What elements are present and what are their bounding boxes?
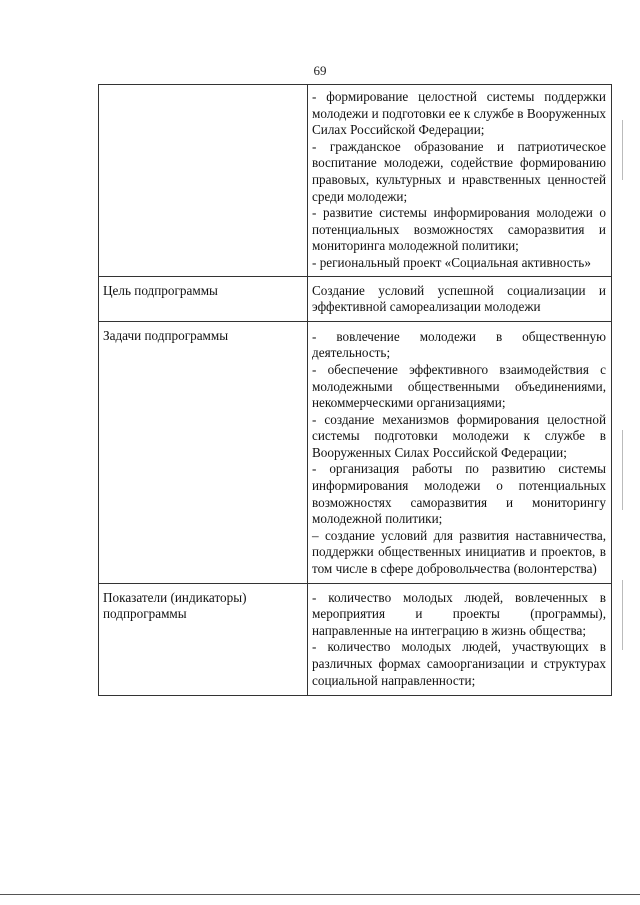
scan-artifact <box>622 580 623 650</box>
list-item: - региональный проект «Социальная активность» <box>312 254 591 270</box>
scan-artifact <box>622 430 623 510</box>
list-item: - количество молодых людей, участвующих в различных формах самоорганизации и структурах социальной направленности; <box>312 639 606 688</box>
table-row-tasks <box>99 321 612 583</box>
row-content <box>308 85 612 277</box>
row-label: Задачи подпрограммы <box>99 321 308 583</box>
page-bottom-edge <box>0 894 640 895</box>
list-item: - вовлечение молодежи в общественную деятельность; <box>312 328 606 361</box>
table-row-continuation <box>99 85 612 277</box>
row-content <box>308 583 612 696</box>
list-item: Создание условий успешной социализации и эффективной самореализации молодежи <box>312 282 606 315</box>
page-number: 69 <box>313 63 327 78</box>
list-item: - развитие системы информирования молодежи о потенциальных возможностях саморазвития и мониторинга молодежной политики; <box>312 205 606 254</box>
table-row-goal <box>99 276 612 321</box>
scan-artifact <box>622 120 623 180</box>
list-item: - создание механизмов формирования целостной системы подготовки молодежи к службе в Вооруженных Силах Российской Федерации; <box>312 411 606 460</box>
list-item: - количество молодых людей, вовлеченных в мероприятия и проекты (программы), направленные на интеграцию в жизнь общества; <box>312 589 606 638</box>
row-content <box>308 276 612 321</box>
row-label: Цель подпрограммы <box>99 276 308 321</box>
row-label <box>99 85 308 277</box>
table-row-indicators <box>99 583 612 696</box>
row-content <box>308 321 612 583</box>
list-item: - формирование целостной системы поддержки молодежи и подготовки ее к службе в Вооруженных Силах Российской Федерации; <box>312 89 606 138</box>
list-item: - организация работы по развитию системы информирования молодежи о потенциальных возможностях саморазвития и мониторингу молодежной политики; <box>312 461 606 527</box>
list-item: – создание условий для развития наставничества, поддержки общественных инициатив и проектов, в том числе в сфере добровольчества (волонтерства) <box>312 527 606 577</box>
subprogram-passport-table <box>98 84 612 696</box>
list-item: - обеспечение эффективного взаимодействия с молодежными общественными объединениями, некоммерческими организациями; <box>312 361 606 411</box>
row-label: Показатели (индикаторы) подпрограммы <box>99 583 308 696</box>
list-item: - гражданское образование и патриотическое воспитание молодежи, содействие формированию правовых, культурных и нравственных ценностей среди молодежи; <box>312 138 606 204</box>
